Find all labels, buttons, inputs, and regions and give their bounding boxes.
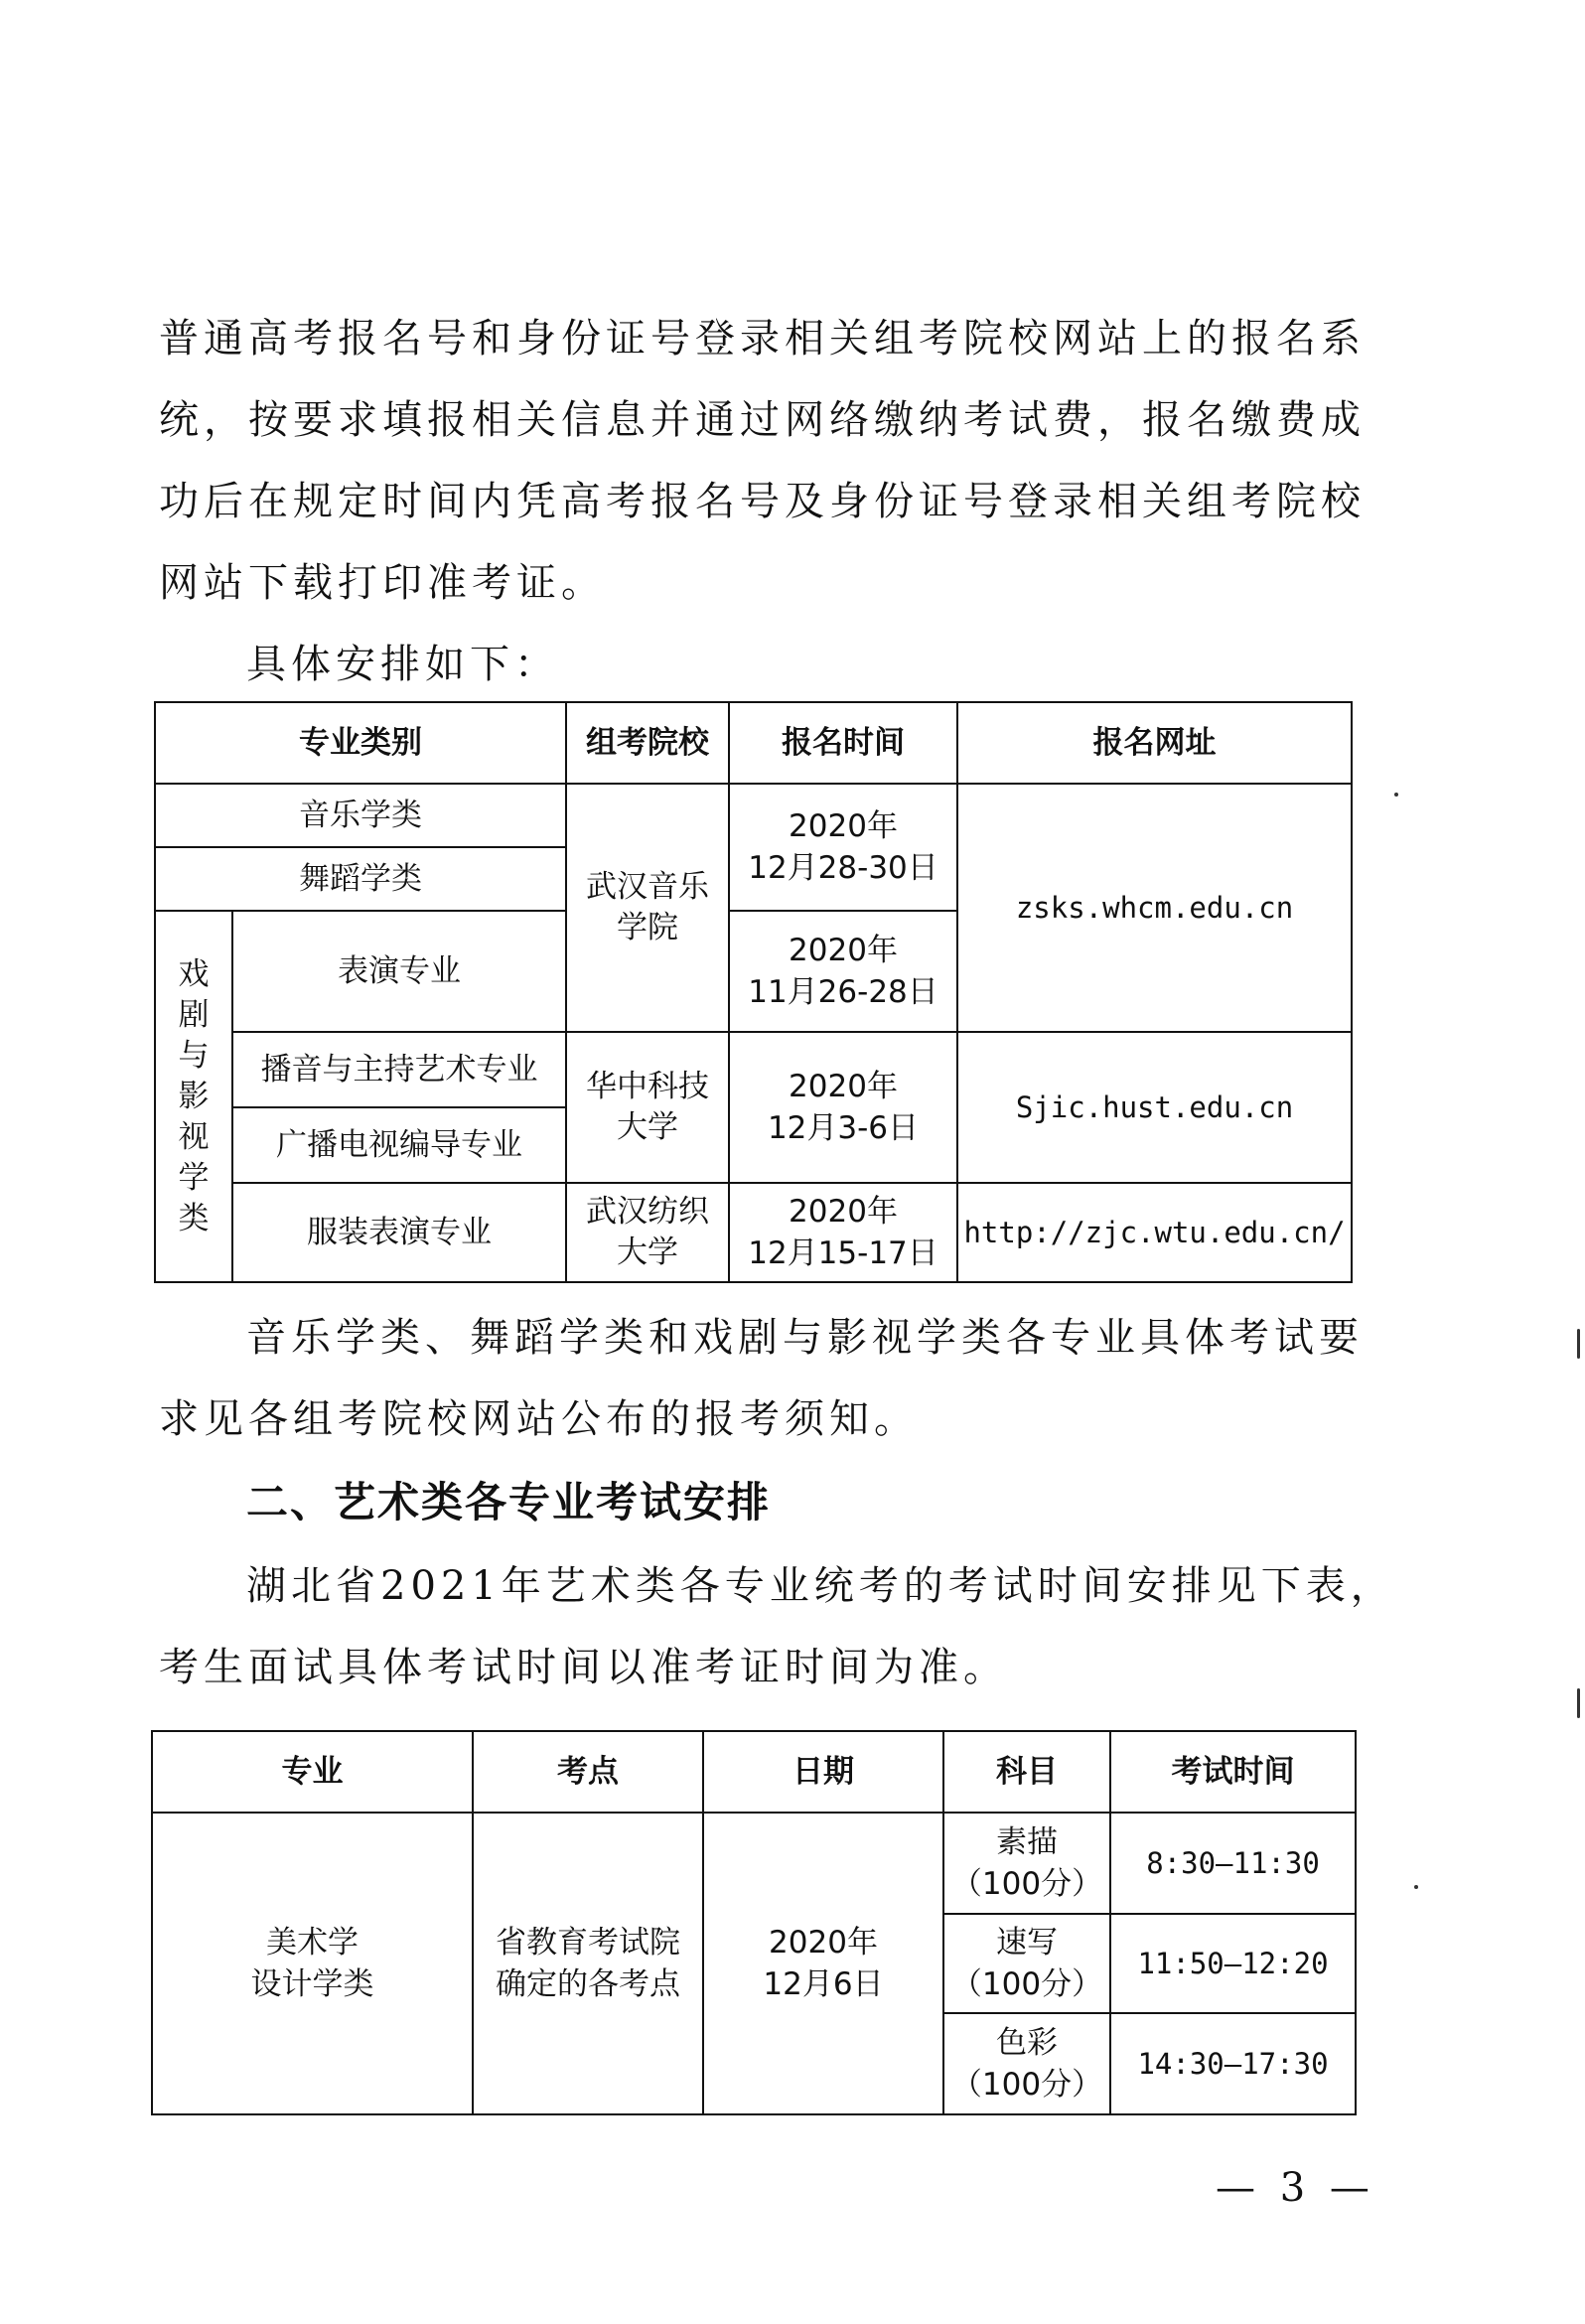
header-major-category: 专业类别 bbox=[155, 702, 566, 784]
date-hust bbox=[729, 1032, 957, 1183]
exam-date bbox=[703, 1813, 943, 2114]
school-name: 武汉纺织大学 bbox=[586, 1194, 709, 1270]
major-performance: 表演专业 bbox=[232, 911, 566, 1032]
venue-line: 省教育考试院 bbox=[496, 1925, 680, 1961]
subject-score: （100分） bbox=[950, 1866, 1103, 1902]
group-label: 戏剧与影视学类 bbox=[178, 955, 210, 1236]
date-range: 12月28-30日 bbox=[748, 850, 938, 886]
intro-paragraph bbox=[159, 298, 1366, 705]
after-table-paragraph bbox=[159, 1297, 1438, 1460]
header-subject: 科目 bbox=[943, 1731, 1110, 1813]
time-quick-sketch: 11:50—12:20 bbox=[1110, 1914, 1356, 2013]
date-range: 12月3-6日 bbox=[767, 1110, 920, 1146]
registration-header-row bbox=[155, 702, 1352, 784]
major-line: 设计学类 bbox=[250, 1966, 374, 2002]
date-year: 2020年 bbox=[789, 808, 898, 844]
time-color: 14:30—17:30 bbox=[1110, 2013, 1356, 2114]
intro-lead: 具体安排如下： bbox=[246, 642, 559, 687]
url-whcm: zsks.whcm.edu.cn bbox=[957, 784, 1352, 1032]
group-drama-film bbox=[155, 911, 232, 1282]
subject-color bbox=[943, 2013, 1110, 2114]
header-exam-time: 考试时间 bbox=[1110, 1731, 1356, 1813]
header-school: 组考院校 bbox=[566, 702, 729, 784]
subject-sketch bbox=[943, 1813, 1110, 1914]
scan-edge-mark bbox=[1577, 1688, 1580, 1718]
section2-paragraph bbox=[159, 1545, 1438, 1708]
date-year: 2020年 bbox=[769, 1925, 878, 1961]
date-year: 2020年 bbox=[789, 933, 898, 968]
table-row bbox=[155, 784, 1352, 847]
major-dance: 舞蹈学类 bbox=[155, 847, 566, 911]
header-reg-url: 报名网址 bbox=[957, 702, 1352, 784]
school-hust bbox=[566, 1032, 729, 1183]
registration-table bbox=[154, 701, 1353, 1283]
school-whcm bbox=[566, 784, 729, 1032]
scan-speck bbox=[1414, 1885, 1418, 1889]
after-table-line: 求见各组考院校网站公布的报考须知。 bbox=[159, 1396, 919, 1442]
date-range: 12月15-17日 bbox=[748, 1235, 938, 1271]
date-music-dance bbox=[729, 784, 957, 911]
major-directing: 广播电视编导专业 bbox=[232, 1107, 566, 1183]
school-name: 武汉音乐学院 bbox=[586, 869, 709, 945]
url-hust: Sjic.hust.edu.cn bbox=[957, 1032, 1352, 1183]
school-wtu bbox=[566, 1183, 729, 1282]
page-number: — 3 — bbox=[1216, 2165, 1375, 2211]
date-range: 11月26-28日 bbox=[748, 974, 938, 1010]
section2-line: 考生面试具体考试时间以准考证时间为准。 bbox=[159, 1645, 1008, 1690]
section2-line: 湖北省2021年艺术类各专业统考的考试时间安排见下表， bbox=[246, 1563, 1395, 1609]
table-row bbox=[155, 1032, 1352, 1107]
exam-major bbox=[152, 1813, 473, 2114]
date-day: 12月6日 bbox=[763, 1966, 884, 2002]
exam-table bbox=[151, 1730, 1357, 2115]
subject-score: （100分） bbox=[950, 2067, 1103, 2103]
intro-line: 功后在规定时间内凭高考报名号及身份证号登录相关组考院校 bbox=[159, 479, 1366, 524]
exam-venue bbox=[473, 1813, 703, 2114]
major-line: 美术学 bbox=[266, 1925, 359, 1961]
time-sketch: 8:30—11:30 bbox=[1110, 1813, 1356, 1914]
subject-score: （100分） bbox=[950, 1966, 1103, 2002]
header-reg-time: 报名时间 bbox=[729, 702, 957, 784]
major-broadcasting: 播音与主持艺术专业 bbox=[232, 1032, 566, 1107]
url-wtu: http://zjc.wtu.edu.cn/ bbox=[957, 1183, 1352, 1282]
header-major: 专业 bbox=[152, 1731, 473, 1813]
scan-edge-mark bbox=[1577, 1329, 1580, 1359]
table-row bbox=[152, 1813, 1356, 1914]
intro-line: 网站下载打印准考证。 bbox=[159, 560, 606, 606]
date-year: 2020年 bbox=[789, 1194, 898, 1230]
major-fashion: 服装表演专业 bbox=[232, 1183, 566, 1282]
section-heading: 二、艺术类各专业考试安排 bbox=[246, 1478, 772, 1526]
after-table-line: 音乐学类、舞蹈学类和戏剧与影视学类各专业具体考试要 bbox=[246, 1315, 1364, 1361]
intro-line: 普通高考报名号和身份证号登录相关组考院校网站上的报名系 bbox=[159, 316, 1366, 362]
subject-name: 速写 bbox=[996, 1925, 1058, 1961]
table-row bbox=[155, 1183, 1352, 1282]
header-venue: 考点 bbox=[473, 1731, 703, 1813]
header-date: 日期 bbox=[703, 1731, 943, 1813]
subject-name: 素描 bbox=[996, 1824, 1058, 1860]
major-music: 音乐学类 bbox=[155, 784, 566, 847]
subject-quick-sketch bbox=[943, 1914, 1110, 2013]
subject-name: 色彩 bbox=[996, 2025, 1058, 2061]
date-performance bbox=[729, 911, 957, 1032]
scan-speck bbox=[1394, 793, 1398, 797]
school-name: 华中科技大学 bbox=[586, 1069, 709, 1145]
intro-line: 统，按要求填报相关信息并通过网络缴纳考试费，报名缴费成 bbox=[159, 397, 1366, 443]
date-wtu bbox=[729, 1183, 957, 1282]
venue-line: 确定的各考点 bbox=[496, 1966, 680, 2002]
exam-header-row bbox=[152, 1731, 1356, 1813]
date-year: 2020年 bbox=[789, 1069, 898, 1104]
